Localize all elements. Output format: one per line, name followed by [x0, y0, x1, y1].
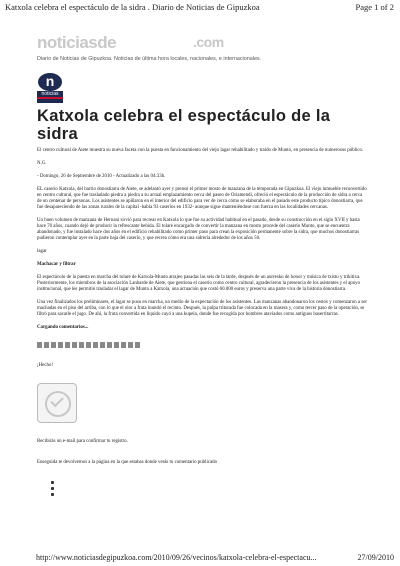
done-text: ¡Hecho!: [37, 363, 54, 368]
print-page-number: Page 1 of 2: [355, 2, 394, 12]
article-page: [37, 33, 367, 466]
comments-loading-text: Cargando comentarios...: [37, 325, 89, 330]
logo-letter: n: [38, 73, 62, 91]
site-logo-text[interactable]: [37, 33, 367, 53]
logo-text: noticias: [41, 91, 59, 97]
image-caption: lagar: [37, 249, 47, 254]
checkmark-icon: [37, 383, 77, 423]
print-date: 27/09/2010: [357, 553, 394, 562]
article-paragraph: Un buen volumen de manzana de Hernani sirvió para recrear en Katxola lo que fue su actividad habitual en el pasado, desde su construcción en el siglo XVII y hasta hace 70 años, cuando dejó de producir la refrescante bebida. El tolare encargado de convertir la manzana en mosto procede del caserío Munto, que se encuentra abandonado, y fue instalado hace dos años en el edificio rehabilitado como primer paso para crean la exposición permanente sobre la sidra, que muchos donostiarras pudieron contemplar ayer en la parte baja del caserío, y que recrea cómo era una sidrería alrededor de los años 50.: [37, 218, 360, 241]
vertical-dots-icon: [51, 481, 54, 499]
article-subheading: Machacar y filtrar: [37, 262, 76, 267]
newspaper-logo-icon[interactable]: [37, 73, 63, 103]
redirect-note: Enseguida te devolvemos a la página en la que estabas donde verás tu comentario publicado: [37, 460, 218, 465]
print-header: [0, 0, 400, 13]
logo-red-stripe: [37, 97, 63, 99]
print-footer: [0, 552, 400, 566]
article-date: - Domingo, 26 de Septiembre de 2010 - Actualizado a las 04:33h.: [37, 174, 166, 179]
article-paragraph: EL caserío Katxola, del barrio donostiarra de Aiete, se adelantó ayer y prensó el primer mosto de manzana de la temporada en Gipuzkoa. El viejo inmueble reconvertido en centro cultural, que fue trasladado piedra a piedra a su actual emplazamiento cerca del paseo de Oriamendi, ofreció el espectáculo de la producción de sidra a cerca de un centenar de personas. Los asistentes se apiñaron en el interior del edificio para ver de cerca cómo se elaboraba en el pasado este producto típico donostiarra, que fue desapareciendo de las zonas rurales de la capital -había 93 caseríos en 1932- aunque sigue manteniéndose con fuerza en las localidades cercanas.: [37, 187, 367, 210]
article-author: N.G.: [37, 161, 47, 166]
site-domain: .com: [193, 34, 224, 50]
site-tagline: Diario de Noticias de Gipuzkoa. Noticias de última hora locales, nacionales, e internacionales.: [37, 56, 262, 62]
print-title: Katxola celebra el espectáculo de la sidra . Diario de Noticias de Gipuzkoa: [5, 2, 260, 12]
loading-indicator-icon: [37, 342, 367, 348]
print-url: http://www.noticiasdegipuzkoa.com/2010/09/26/vecinos/katxola-celebra-el-espectacu...: [36, 553, 317, 562]
site-name: noticiasde: [37, 33, 117, 52]
article-lead: El centro cultural de Aiete muestra su nueva faceta con la puesta en funcionamiento del viejo lagar rehabilitado y traído de Munto, en presencia de numerosos público.: [37, 148, 364, 153]
article-paragraph: El espectáculo de la puesta en marcha del tolare de Katxola-Munto atrajeo pasadas las seis de la tarde, después de un aurresku de honor y música de txistu y trikitixa. Posteriormente, los miembros de la asociación Lanbarde de Aiete, que gestiona el caserío como centro cultural, agradecieron la presencia de los asistentes y el apoyo institucional, que les permitió trasladar el lagar de Munto a Katxola, una actuación que costó 60.000 euros y preserva una parte viva de la historia donostiarra.: [37, 275, 361, 292]
email-confirmation-note: Recibirás un e-mail para confirmar tu registro.: [37, 439, 128, 444]
article-paragraph: Una vez finalizados los preliminares, el lagar se puso en marcha, un medio de la expectación de los asistentes. Las manzanas abandonaron los cestos y comenzaron a ser machadas en el piso del arriba, con lo que el olor a fruta inundó el recinto. Después, la pulpa triturada fue colocada en la masera y, como tercer paso de la operación, se filtró para sacarle el jugo. De ahí, la fruta convertida en líquido cayó a una kupela, donde fue recogida por hombres ataviados como antiguos baserritarras.: [37, 300, 367, 317]
article-title: Katxola celebra el espectáculo de la sidra: [37, 107, 331, 143]
